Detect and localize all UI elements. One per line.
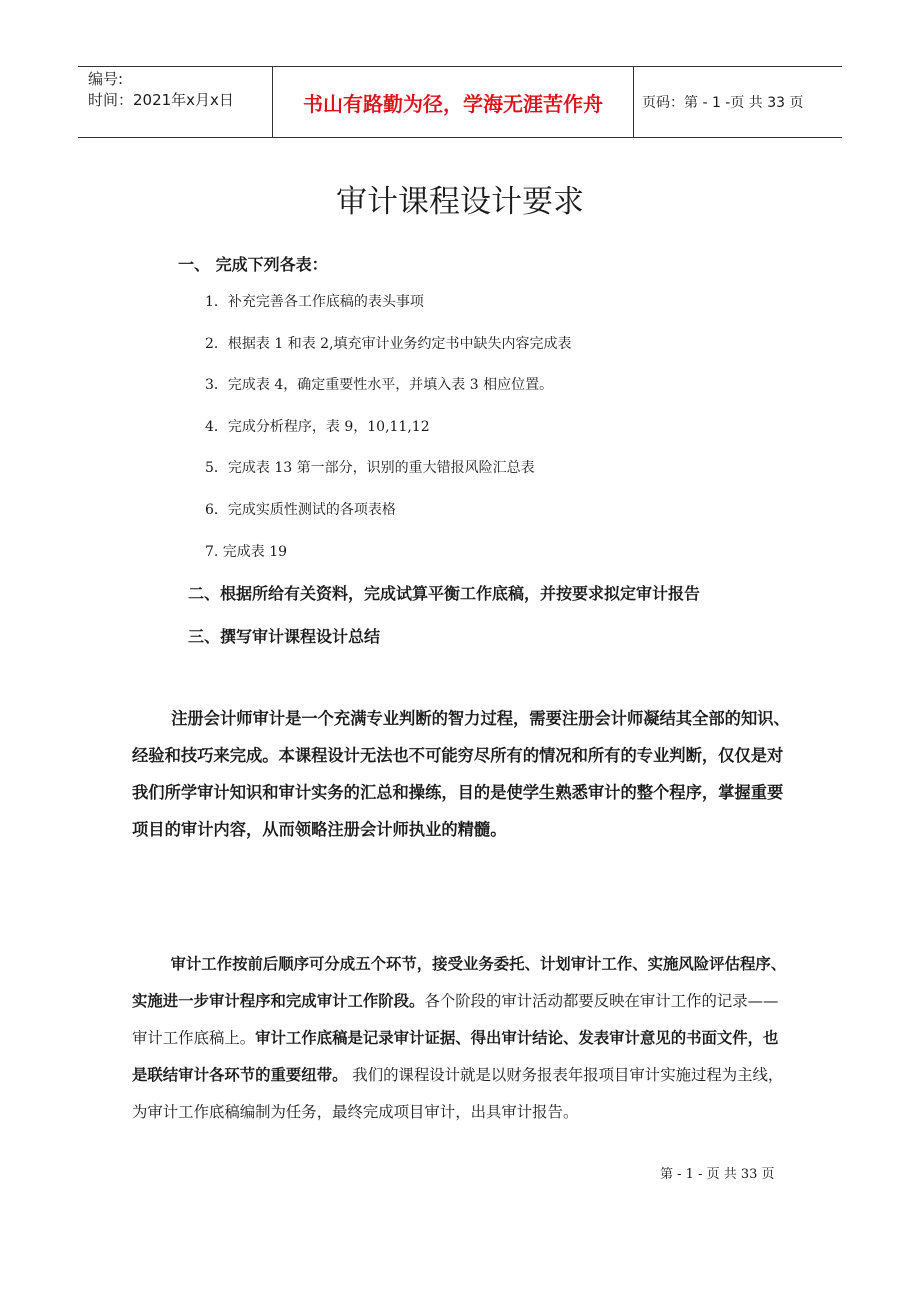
header-left-cell	[78, 67, 272, 137]
header-page-code: 页码：第 - 1 -页 共 33 页	[642, 95, 804, 111]
paragraph-2	[132, 946, 790, 1131]
paragraph-1	[132, 700, 790, 848]
list-item: 6．完成实质性测试的各项表格	[205, 502, 396, 518]
page-title: 审计课程设计要求	[336, 184, 584, 220]
paragraph-2-normal-a: 各个阶段的审计活动都要反映在审计工作的记录——审计工作底稿上。	[132, 992, 779, 1047]
list-item: 1．补充完善各工作底稿的表头事项	[205, 294, 424, 310]
section1-heading: 一、 完成下列各表：	[178, 255, 328, 274]
list-item: 2．根据表 1 和表 2,填充审计业务约定书中缺失内容完成表	[205, 336, 572, 352]
paragraph-2-bold-a: 审计工作按前后顺序可分成五个环节，接受业务委托、计划审计工作、实施风险评估程序、实施进一步审计程序和完成审计工作阶段。	[132, 955, 787, 1010]
section2-heading: 二、根据所给有关资料，完成试算平衡工作底稿，并按要求拟定审计报告	[188, 584, 701, 603]
paragraph-1-text: 注册会计师审计是一个充满专业判断的智力过程，需要注册会计师凝结其全部的知识、经验和技巧来完成。本课程设计无法也不可能穷尽所有的情况和所有的专业判断，仅仅是对我们所学审计知识和审计实务的汇总和操练，目的是使学生熟悉审计的整个程序，掌握重要项目的审计内容，从而领略注册会计师执业的精髓。	[132, 709, 790, 839]
paragraph-2-normal-b: 我们的课程设计就是以财务报表年报项目审计实施过程为主线，为审计工作底稿编制为任务，最终完成项目审计，出具审计报告。	[132, 1066, 784, 1121]
page-footer: 第 - 1 - 页 共 33 页	[660, 1167, 775, 1182]
list-item: 3．完成表 4，确定重要性水平，并填入表 3 相应位置。	[205, 377, 554, 393]
list-item: 5．完成表 13 第一部分，识别的重大错报风险汇总表	[205, 460, 535, 476]
header-table	[78, 66, 842, 138]
paragraph-2-text	[132, 946, 790, 1131]
header-motto: 书山有路勤为径，学海无涯苦作舟	[272, 67, 634, 137]
paragraph-2-bold-b: 审计工作底稿是记录审计证据、得出审计结论、发表审计意见的书面文件，也是联结审计各环节的重要纽带。	[132, 1029, 779, 1084]
time-label: 时间：2021年x月x日	[88, 91, 234, 109]
number-label: 编号:	[88, 70, 124, 88]
list-item: 7. 完成表 19	[205, 544, 288, 560]
list-item: 4．完成分析程序，表 9，10,11,12	[205, 419, 430, 435]
section3-heading: 三、撰写审计课程设计总结	[188, 627, 381, 646]
